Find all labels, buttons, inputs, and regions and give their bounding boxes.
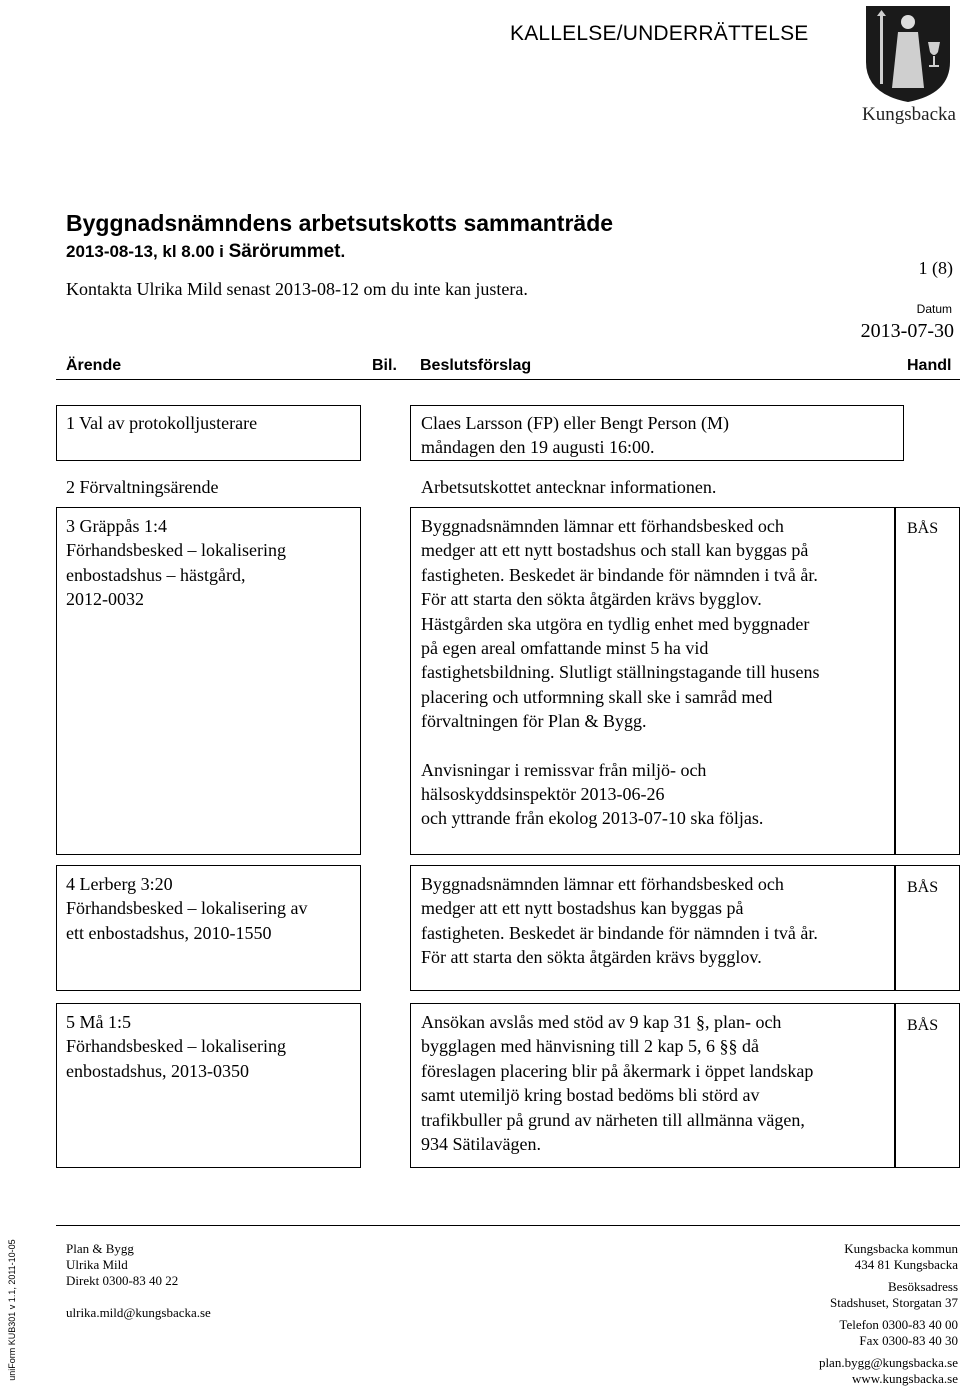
forslag-line: Anvisningar i remissvar från miljö- och (421, 759, 707, 780)
forslag-line: fastigheten. Beskedet är bindande för nämnden i två år. (421, 922, 818, 943)
footer-website[interactable]: www.kungsbacka.se (851, 1371, 958, 1386)
footer-municipality: Kungsbacka kommun (844, 1241, 958, 1256)
forslag-line: fastighetsbildning. Slutligt ställningstagande till husens (421, 662, 820, 683)
forslag-line: fastigheten. Beskedet är bindande för nämnden i två år. (421, 564, 818, 585)
row-3-forslag (421, 514, 893, 831)
footer-contact-left (66, 1241, 366, 1321)
arende-line: 2 Förvaltningsärende (66, 477, 219, 497)
forslag-line: Arbetsutskottet antecknar informationen. (421, 477, 717, 497)
forslag-line: hälsoskyddsinspektör 2013-06-26 (421, 784, 665, 805)
row-4-forslag (421, 872, 893, 970)
column-header-bil: Bil. (372, 357, 397, 374)
arende-line: Förhandsbesked – lokalisering (66, 540, 286, 561)
arende-line: 2012-0032 (66, 589, 144, 610)
page-number: 1 (8) (918, 258, 953, 278)
footer-email[interactable]: plan.bygg@kungsbacka.se (818, 1355, 958, 1370)
footer-contact-name: Ulrika Mild (66, 1257, 128, 1272)
row-2-forslag (421, 475, 901, 499)
row-3-handl-box (895, 507, 960, 855)
footer-visiting-label: Besöksadress (887, 1279, 958, 1294)
arende-line: enbostadshus – hästgård, (66, 564, 246, 585)
forslag-line: placering och utformning skall ske i samråd med (421, 686, 773, 707)
row-5-forslag (421, 1010, 893, 1156)
forslag-line: Hästgården ska utgöra en tydlig enhet med byggnader (421, 613, 810, 634)
arende-line: 5 Må 1:5 (66, 1012, 131, 1032)
footer-visiting-address: Stadshuset, Storgatan 37 (830, 1295, 958, 1310)
meeting-date-time: 2013-08-13, kl 8.00 i (66, 242, 229, 261)
date-label: Datum (916, 302, 952, 316)
row-3-arende (66, 514, 356, 612)
column-header-arende: Ärende (66, 357, 122, 374)
meeting-room: Särörummet (228, 241, 341, 262)
forslag-line: Ansökan avslås med stöd av 9 kap 31 §, plan- och (421, 1012, 782, 1032)
forslag-line: 934 Sätilavägen. (421, 1134, 541, 1155)
forslag-line: bygglagen med hänvisning till 2 kap 5, 6 §§ då (421, 1036, 759, 1057)
forslag-line: Claes Larsson (FP) eller Bengt Person (M) (421, 413, 729, 433)
forslag-line: Byggnadsnämnden lämnar ett förhandsbesked och (421, 516, 784, 536)
forslag-line: föreslagen placering blir på åkermark i öppet landskap (421, 1060, 814, 1081)
footer-department: Plan & Bygg (66, 1241, 134, 1256)
row-3-handl: BÅS (907, 520, 939, 537)
row-1-arende (66, 411, 356, 435)
footer-postal-address: 434 81 Kungsbacka (854, 1257, 958, 1272)
forslag-line: För att starta den sökta åtgärden krävs bygglov. (421, 947, 762, 968)
arende-line: 1 Val av protokolljusterare (66, 413, 258, 433)
forslag-line: måndagen den 19 augusti 16:00. (421, 437, 655, 458)
arende-line: 3 Gräppås 1:4 (66, 516, 167, 536)
row-5-arende (66, 1010, 356, 1083)
logo-wordmark: Kungsbacka (862, 104, 956, 125)
forslag-line: samt utemiljö kring bostad bedöms bli störd av (421, 1085, 760, 1106)
forslag-line: och yttrande från ekolog 2013-07-10 ska följas. (421, 808, 764, 829)
column-header-beslutsforslag: Beslutsförslag (420, 357, 532, 374)
forslag-line: Byggnadsnämnden lämnar ett förhandsbesked och (421, 874, 784, 894)
footer-direct-phone: Direkt 0300-83 40 22 (66, 1273, 179, 1288)
row-5-handl: BÅS (907, 1017, 939, 1034)
row-2-arende (66, 475, 356, 499)
footer-fax: Fax 0300-83 40 30 (859, 1333, 958, 1348)
meeting-subtitle (66, 241, 345, 263)
row-4-handl: BÅS (907, 879, 939, 896)
arende-line: 4 Lerberg 3:20 (66, 874, 173, 894)
footer-address-right (658, 1241, 958, 1387)
row-4-arende (66, 872, 356, 945)
table-header-rule (56, 379, 960, 380)
footer-phone: Telefon 0300-83 40 00 (839, 1317, 958, 1332)
meeting-subtitle-suffix: . (340, 242, 346, 261)
arende-line: Förhandsbesked – lokalisering (66, 1036, 286, 1057)
meeting-title: Byggnadsnämndens arbetsutskotts sammanträde (66, 210, 614, 236)
forslag-line: medger att ett nytt bostadshus kan byggas på (421, 898, 744, 919)
forslag-line: på egen areal omfattande minst 5 ha vid (421, 638, 709, 659)
contact-note: Kontakta Ulrika Mild senast 2013-08-12 om du inte kan justera. (66, 279, 528, 299)
footer-rule (56, 1225, 960, 1226)
column-header-handl: Handl (907, 357, 952, 374)
row-1-forslag (421, 411, 901, 460)
forslag-line: trafikbuller på grund av närheten till allmänna vägen, (421, 1109, 805, 1130)
form-version-code: uniForm KUB301 v 1.1, 2011-10-05 (7, 1239, 17, 1381)
footer-contact-email[interactable]: ulrika.mild@kungsbacka.se (66, 1305, 211, 1320)
forslag-line: För att starta den sökta åtgärden krävs bygglov. (421, 589, 762, 610)
arende-line: ett enbostadshus, 2010-1550 (66, 922, 272, 943)
document-date: 2013-07-30 (860, 320, 954, 342)
arende-line: Förhandsbesked – lokalisering av (66, 898, 308, 919)
document-type-heading: KALLELSE/UNDERRÄTTELSE (510, 22, 809, 45)
forslag-line: medger att ett nytt bostadshus och stall kan byggas på (421, 540, 809, 561)
arende-line: enbostadshus, 2013-0350 (66, 1060, 249, 1081)
forslag-line: förvaltningen för Plan & Bygg. (421, 711, 647, 732)
